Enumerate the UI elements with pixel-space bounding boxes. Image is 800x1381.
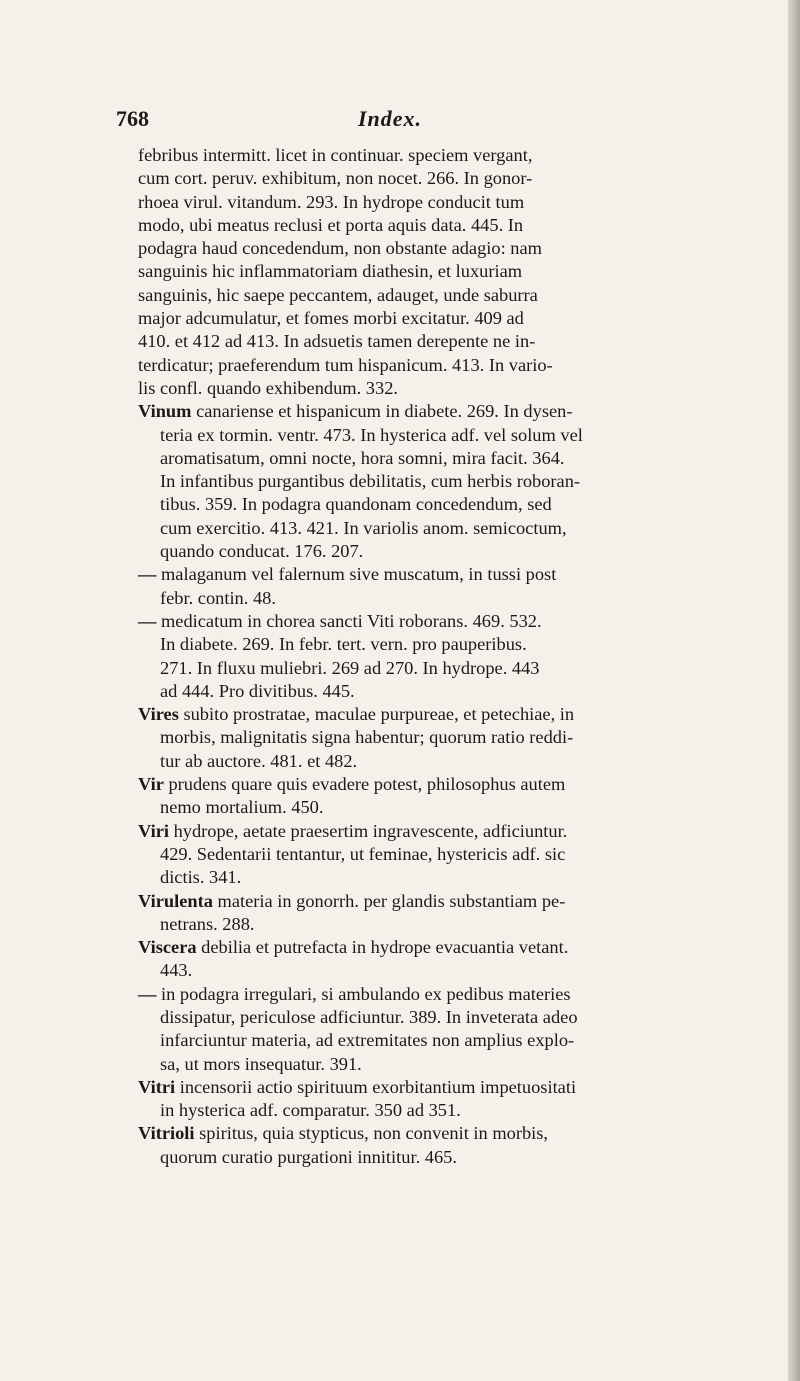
index-entry bbox=[138, 610, 774, 703]
index-line bbox=[138, 796, 774, 819]
index-line bbox=[138, 1076, 774, 1099]
index-line-text: cum cort. peruv. exhibitum, non nocet. 266. In gonor- bbox=[138, 168, 533, 189]
index-lemma: — bbox=[138, 564, 157, 585]
page-edge bbox=[788, 0, 800, 1381]
index-line bbox=[138, 307, 774, 330]
index-line bbox=[138, 633, 774, 656]
index-line-text: dissipatur, periculose adficiuntur. 389. In inveterata adeo bbox=[160, 1006, 578, 1027]
index-line-text: malaganum vel falernum sive muscatum, in tussi post bbox=[156, 564, 557, 585]
index-line-text: dictis. 341. bbox=[160, 867, 242, 888]
index-entry bbox=[138, 144, 774, 400]
index-lemma: Vitrioli bbox=[138, 1123, 195, 1144]
index-line-text: podagra haud concedendum, non obstante adagio: nam bbox=[138, 238, 542, 259]
index-body bbox=[138, 144, 774, 1169]
index-line-text: netrans. 288. bbox=[160, 913, 255, 934]
index-line-text: major adcumulatur, et fomes morbi excitatur. 409 ad bbox=[138, 308, 524, 329]
index-line-text: prudens quare quis evadere potest, philosophus autem bbox=[163, 774, 566, 795]
index-line bbox=[138, 657, 774, 680]
index-line-text: febribus intermitt. licet in continuar. speciem vergant, bbox=[138, 145, 533, 165]
index-line bbox=[138, 843, 774, 866]
running-title: Index. bbox=[358, 106, 423, 131]
index-line bbox=[138, 1099, 774, 1122]
index-line bbox=[138, 773, 774, 796]
index-line-text: terdicatur; praeferendum tum hispanicum. 413. In vario- bbox=[138, 354, 553, 375]
index-line bbox=[138, 866, 774, 889]
index-line bbox=[138, 1146, 774, 1169]
index-line bbox=[138, 354, 774, 377]
index-line-text: sa, ut mors insequatur. 391. bbox=[160, 1053, 362, 1074]
index-line-text: in podagra irregulari, si ambulando ex pedibus materies bbox=[156, 983, 571, 1004]
index-line-text: quorum curatio purgationi innititur. 465. bbox=[160, 1146, 457, 1167]
index-entry bbox=[138, 773, 774, 820]
page-header bbox=[116, 106, 676, 136]
index-line-text: 271. In fluxu muliebri. 269 ad 270. In hydrope. 443 bbox=[160, 657, 540, 678]
page-number: 768 bbox=[116, 106, 149, 131]
index-line-text: sanguinis hic inflammatoriam diathesin, et luxuriam bbox=[138, 261, 523, 282]
index-line bbox=[138, 400, 774, 423]
index-line-text: medicatum in chorea sancti Viti roborans. 469. 532. bbox=[156, 610, 542, 631]
index-line bbox=[138, 377, 774, 400]
index-line bbox=[138, 587, 774, 610]
index-line-text: morbis, malignitatis signa habentur; quorum ratio reddi- bbox=[160, 727, 574, 748]
index-line bbox=[138, 447, 774, 470]
index-lemma: — bbox=[138, 983, 157, 1004]
index-line bbox=[138, 983, 774, 1006]
index-line-text: nemo mortalium. 450. bbox=[160, 797, 324, 818]
index-lemma: Vitri bbox=[138, 1076, 176, 1097]
index-lemma: — bbox=[138, 610, 157, 631]
index-line-text: materia in gonorrh. per glandis substantiam pe- bbox=[212, 890, 566, 911]
index-line-text: tur ab auctore. 481. et 482. bbox=[160, 750, 358, 771]
index-line-text: hydrope, aetate praesertim ingravescente, adficiuntur. bbox=[168, 820, 568, 841]
index-line bbox=[138, 470, 774, 493]
index-entry bbox=[138, 890, 774, 937]
index-line-text: In diabete. 269. In febr. tert. vern. pro pauperibus. bbox=[160, 634, 527, 655]
index-lemma: Vir bbox=[138, 774, 164, 795]
index-lemma: Virulenta bbox=[138, 890, 213, 911]
index-line bbox=[138, 1006, 774, 1029]
index-entry bbox=[138, 703, 774, 773]
index-line bbox=[138, 913, 774, 936]
index-line bbox=[138, 1122, 774, 1145]
index-line-text: In infantibus purgantibus debilitatis, cum herbis roboran- bbox=[160, 471, 581, 492]
index-line bbox=[138, 237, 774, 260]
index-line-text: 443. bbox=[160, 960, 193, 981]
index-line bbox=[138, 540, 774, 563]
index-line-text: modo, ubi meatus reclusi et porta aquis data. 445. In bbox=[138, 214, 524, 235]
index-line bbox=[138, 890, 774, 913]
index-line-text: subito prostratae, maculae purpureae, et petechiae, in bbox=[178, 704, 575, 725]
index-lemma: Vinum bbox=[138, 401, 192, 422]
index-line bbox=[138, 424, 774, 447]
index-line-text: sanguinis, hic saepe peccantem, adauget, unde saburra bbox=[138, 284, 538, 305]
index-lemma: Viri bbox=[138, 820, 169, 841]
index-line-text: lis confl. quando exhibendum. 332. bbox=[138, 377, 398, 398]
index-entry bbox=[138, 936, 774, 983]
index-line bbox=[138, 517, 774, 540]
index-line bbox=[138, 167, 774, 190]
index-line bbox=[138, 610, 774, 633]
index-entry bbox=[138, 820, 774, 890]
index-line-text: tibus. 359. In podagra quandonam concedendum, sed bbox=[160, 494, 552, 515]
index-line bbox=[138, 1029, 774, 1052]
index-lemma: Vires bbox=[138, 704, 179, 725]
index-line-text: canariense et hispanicum in diabete. 269. In dysen- bbox=[191, 401, 573, 422]
index-entry bbox=[138, 1122, 774, 1169]
index-line-text: infarciuntur materia, ad extremitates non amplius explo- bbox=[160, 1030, 575, 1051]
index-line bbox=[138, 191, 774, 214]
index-entry bbox=[138, 400, 774, 563]
index-line-text: febr. contin. 48. bbox=[160, 587, 276, 608]
index-line-text: rhoea virul. vitandum. 293. In hydrope conducit tum bbox=[138, 191, 525, 212]
index-line bbox=[138, 820, 774, 843]
index-line bbox=[138, 260, 774, 283]
index-line-text: quando conducat. 176. 207. bbox=[160, 541, 364, 562]
index-line bbox=[138, 959, 774, 982]
index-line bbox=[138, 493, 774, 516]
index-entry bbox=[138, 983, 774, 1076]
index-line-text: 410. et 412 ad 413. In adsuetis tamen derepente ne in- bbox=[138, 331, 536, 352]
index-line-text: spiritus, quia stypticus, non convenit in morbis, bbox=[194, 1123, 549, 1144]
index-line-text: debilia et putrefacta in hydrope evacuantia vetant. bbox=[196, 937, 569, 958]
index-lemma: Viscera bbox=[138, 937, 197, 958]
index-line-text: cum exercitio. 413. 421. In variolis anom. semicoctum, bbox=[160, 517, 567, 538]
index-line-text: 429. Sedentarii tentantur, ut feminae, hystericis adf. sic bbox=[160, 843, 566, 864]
index-line bbox=[138, 680, 774, 703]
index-line-text: incensorii actio spirituum exorbitantium impetuositati bbox=[175, 1076, 577, 1097]
index-line-text: ad 444. Pro divitibus. 445. bbox=[160, 680, 355, 701]
index-line-text: in hysterica adf. comparatur. 350 ad 351. bbox=[160, 1100, 461, 1121]
index-line bbox=[138, 563, 774, 586]
index-line bbox=[138, 284, 774, 307]
index-line bbox=[138, 936, 774, 959]
index-line-text: teria ex tormin. ventr. 473. In hysterica adf. vel solum vel bbox=[160, 424, 583, 445]
index-line bbox=[138, 330, 774, 353]
index-entry bbox=[138, 1076, 774, 1123]
index-line-text: aromatisatum, omni nocte, hora somni, mira facit. 364. bbox=[160, 447, 565, 468]
index-line bbox=[138, 144, 774, 167]
index-entry bbox=[138, 563, 774, 610]
index-line bbox=[138, 726, 774, 749]
index-line bbox=[138, 750, 774, 773]
index-line bbox=[138, 214, 774, 237]
index-line bbox=[138, 703, 774, 726]
index-line bbox=[138, 1053, 774, 1076]
